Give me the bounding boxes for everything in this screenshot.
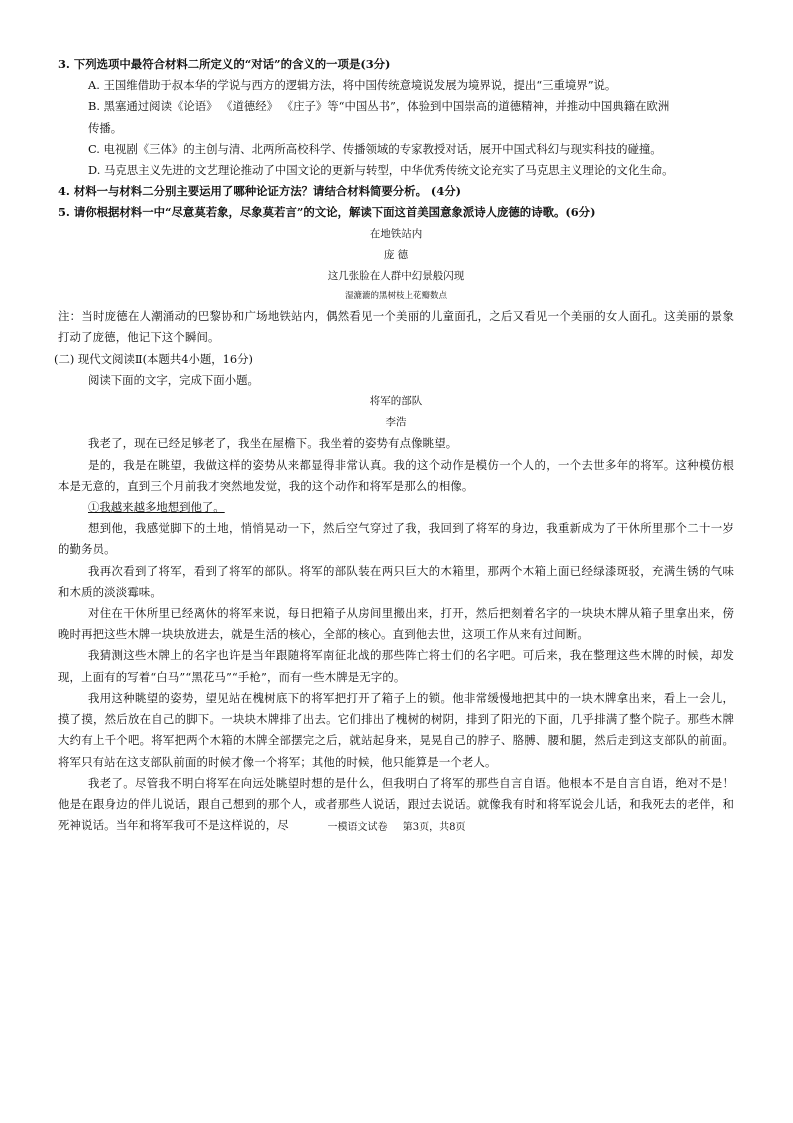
section-instruction: 阅读下面的文字，完成下面小题。: [88, 372, 259, 387]
story-paragraph: 想到他，我感觉脚下的土地，悄悄晃动一下，然后空气穿过了我，我回到了将军的身边，我重新成为了干休所里那个二十一岁的勤务员。: [58, 521, 734, 557]
question-3-stem: 3. 下列选项中最符合材料二所定义的“对话”的含义的一项是(3分): [58, 57, 391, 71]
poem-line-2: 湿漉漉的黑树枝上花瓣数点: [344, 291, 447, 302]
question-3-option-a: A. 王国维借助于叔本华的学说与西方的逻辑方法，将中国传统意境说发展为境界说，提出“三重境界”说。: [88, 78, 617, 93]
question-3-option-d: D. 马克思主义先进的文艺理论推动了中国文论的更新与转型，中华优秀传统文论充实了马克思主义理论的文化生命。: [88, 163, 674, 178]
story-paragraph: 我老了，现在已经足够老了，我坐在屋檐下。我坐着的姿势有点像眺望。: [88, 436, 458, 451]
story-author: 李浩: [385, 416, 407, 429]
question-3-option-b-cont: 传播。: [88, 120, 123, 135]
page-footer: [0, 818, 793, 833]
story-paragraph-underlined: ①我越来越多地想到他了。: [88, 500, 225, 515]
story-paragraph: 我老了。尽管我不明白将军在向远处眺望时想的是什么，但我明白了将军的那些自言自语。他根本不是自言自语，绝对不是！他是在跟身边的伴儿说话，跟自己想到的那个人，或者那些人说话，跟过去说话。就像我有时和将军说会儿话，和我死去的老伴，和死神说话。当年和将军我可不是这样说的，尽: [58, 775, 734, 833]
section-heading: (二) 现代文阅读Ⅱ(本题共4小题，16分): [54, 351, 253, 366]
poem-line-1: 这几张脸在人群中幻景般闪现: [327, 270, 465, 283]
story-paragraph: 我猜测这些木牌上的名字也许是当年跟随将军南征北战的那些阵亡将士们的名字吧。可后来，我在整理这些木牌的时候，却发现，上面有的写着“白马”“黑花马”“手枪”，而有一些木牌是无字的。: [58, 648, 734, 684]
document-page: [54, 54, 734, 836]
story-paragraph: 我用这种眺望的姿势，望见站在槐树底下的将军把打开了箱子上的锁。他非常缓慢地把其中的一块木牌拿出来，看上一会儿，摸了摸，然后放在自己的脚下。一块块木牌排了出去。它们排出了槐树的树阴，排到了阳光的下面，几乎排满了整个院子。那些木牌大约有上千个吧。将军把两个木箱的木牌全部摆完之后，就站起身来，晃晃自己的脖子、胳膊、腰和腿，然后走到这支部队的前面。将军只有站在这支部队前面的时候才像一个将军；其他的时候，他只能算是一个老人。: [58, 690, 734, 769]
story-title: 将军的部队: [369, 395, 423, 408]
poem-author: 庞 德: [383, 248, 409, 261]
question-3-option-b: B. 黑塞通过阅读《论语》 《道德经》 《庄子》等“中国丛书”，体验到中国崇高的道德精神，并推动中国典籍在欧洲: [88, 99, 670, 114]
story-paragraph: 是的，我是在眺望，我做这样的姿势从来都显得非常认真。我的这个动作是模仿一个人的，一个去世多年的将军。这种模仿根本是无意的，直到三个月前我才突然地发觉，我的这个动作和将军是那么的相像。: [58, 457, 734, 493]
question-3-option-c: C. 电视剧《三体》的主创与清、北两所高校科学、传播领域的专家教授对话，展开中国式科幻与现实科技的碰撞。: [88, 141, 662, 156]
story-paragraph: 我再次看到了将军，看到了将军的部队。将军的部队装在两只巨大的木箱里，那两个木箱上面已经绿漆斑驳，充满生锈的气味和木质的淡淡霉味。: [58, 563, 734, 599]
footer-page-number: 第3页，共8页: [402, 822, 466, 833]
question-4: 4. 材料一与材料二分别主要运用了哪种论证方法？请结合材料简要分析。 (4分): [58, 184, 462, 199]
poem-note: 注：当时庞德在人潮涌动的巴黎协和广场地铁站内，偶然看见一个美丽的儿童面孔，之后又看见一个美丽的女人面孔。这美丽的景象打动了庞德，他记下这个瞬间。: [58, 309, 734, 345]
poem-title: 在地铁站内: [369, 227, 423, 240]
story-paragraph: 对住在干休所里已经离休的将军来说，每日把箱子从房间里搬出来，打开，然后把刻着名字的一块块木牌从箱子里拿出来，傍晚时再把这些木牌一块块放进去，就是生活的核心，全部的核心。直到他去世，这项工作从来有过间断。: [58, 606, 734, 642]
question-5: 5. 请你根据材料一中“尽意莫若象，尽象莫若言”的文论，解读下面这首美国意象派诗人庞德的诗歌。(6分): [58, 205, 596, 220]
footer-exam-name: 一模语文试卷: [327, 822, 388, 833]
